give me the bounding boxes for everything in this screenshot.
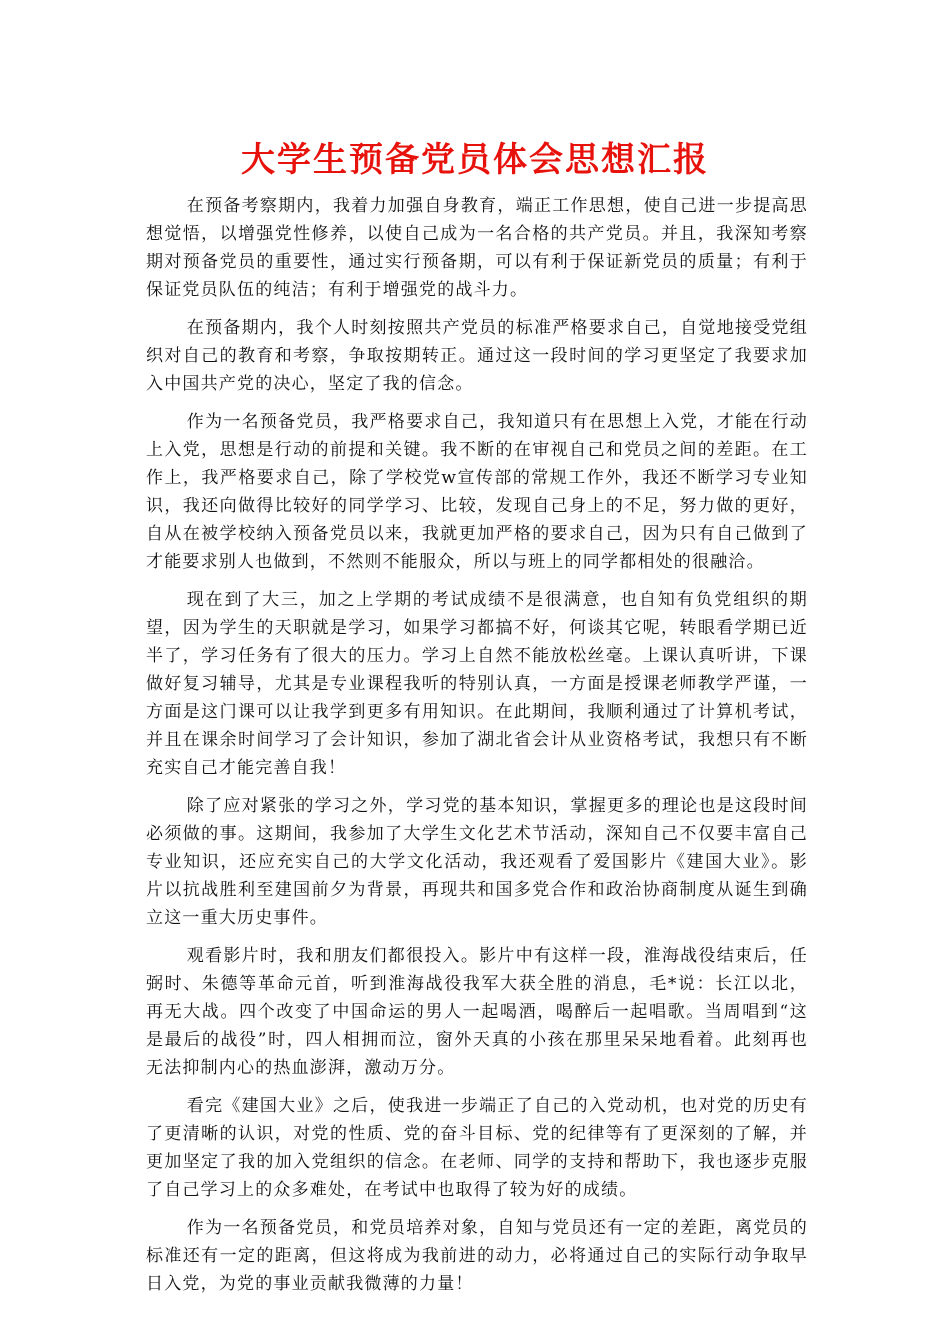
paragraph-7: 看完《建国大业》之后，使我进一步端正了自己的入党动机，也对党的历史有了更清晰的认识，对党的性质、党的奋斗目标、党的纪律等有了更深刻的了解，并更加坚定了我的加入党组织的信念。在老师、同学的支持和帮助下，我也逐步克服了自己学习上的众多难处，在考试中也取得了较为好的成绩。 — [146, 1096, 808, 1200]
paragraph-8: 作为一名预备党员，和党员培养对象，自知与党员还有一定的差距，离党员的标准还有一定的距离，但这将成为我前进的动力，必将通过自己的实际行动争取早日入党，为党的事业贡献我微薄的力量！ — [146, 1218, 808, 1294]
paragraph-4: 现在到了大三，加之上学期的考试成绩不是很满意，也自知有负党组织的期望，因为学生的天职就是学习，如果学习都搞不好，何谈其它呢，转眼看学期已近半了，学习任务有了很大的压力。学习上自然不能放松丝毫。上课认真听讲，下课做好复习辅导，尤其是专业课程我听的特别认真，一方面是授课老师教学严谨，一方面是这门课可以让我学到更多有用知识。在此期间，我顺利通过了计算机考试，并且在课余时间学习了会计知识，参加了湖北省会计从业资格考试，我想只有不断充实自己才能完善自我！ — [146, 590, 808, 778]
document-title: 大学生预备党员体会思想汇报 — [241, 140, 709, 180]
document-body — [146, 192, 808, 1308]
paragraph-1: 在预备考察期内，我着力加强自身教育，端正工作思想，使自己进一步提高思想觉悟，以增强党性修养，以使自己成为一名合格的共产党员。并且，我深知考察期对预备党员的重要性，通过实行预备期，可以有利于保证新党员的质量；有利于保证党员队伍的纯洁；有利于增强党的战斗力。 — [146, 196, 808, 300]
paragraph-3: 作为一名预备党员，我严格要求自己，我知道只有在思想上入党，才能在行动上入党，思想是行动的前提和关键。我不断的在审视自己和党员之间的差距。在工作上，我严格要求自己，除了学校党w宣传部的常规工作外，我还不断学习专业知识，我还向做得比较好的同学学习、比较，发现自己身上的不足，努力做的更好，自从在被学校纳入预备党员以来，我就更加严格的要求自己，因为只有自己做到了才能要求别人也做到，不然则不能服众，所以与班上的同学都相处的很融洽。 — [146, 412, 808, 572]
paragraph-5: 除了应对紧张的学习之外，学习党的基本知识，掌握更多的理论也是这段时间必须做的事。这期间，我参加了大学生文化艺术节活动，深知自己不仅要丰富自己专业知识，还应充实自己的大学文化活动，我还观看了爱国影片《建国大业》。影片以抗战胜利至建国前夕为背景，再现共和国多党合作和政治协商制度从诞生到确立这一重大历史事件。 — [146, 796, 808, 928]
paragraph-6: 观看影片时，我和朋友们都很投入。影片中有这样一段，淮海战役结束后，任弼时、朱德等革命元首，听到淮海战役我军大获全胜的消息，毛*说：长江以北，再无大战。四个改变了中国命运的男人一起喝酒，喝醉后一起唱歌。当周唱到“这是最后的战役”时，四人相拥而泣，窗外天真的小孩在那里呆呆地看着。此刻再也无法抑制内心的热血澎湃，激动万分。 — [146, 946, 808, 1078]
paragraph-2: 在预备期内，我个人时刻按照共产党员的标准严格要求自己，自觉地接受党组织对自己的教育和考察，争取按期转正。通过这一段时间的学习更坚定了我要求加入中国共产党的决心，坚定了我的信念。 — [146, 318, 808, 394]
